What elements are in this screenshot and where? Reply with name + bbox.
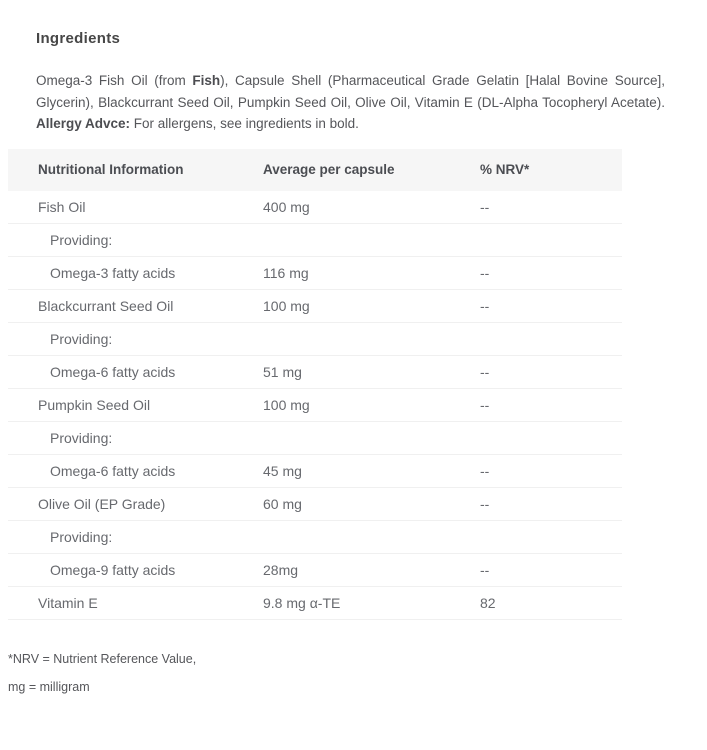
nutrient-name-cell: Pumpkin Seed Oil <box>38 396 151 413</box>
nrv-cell: -- <box>480 462 490 479</box>
ingredients-text-part3: For allergens, see ingredients in bold. <box>130 116 359 131</box>
column-header-nutritional-information: Nutritional Information <box>38 162 184 177</box>
table-row <box>8 554 622 587</box>
table-row <box>8 356 622 389</box>
nrv-cell: -- <box>480 363 490 380</box>
nutrition-table <box>8 149 622 620</box>
nutrient-name-cell: Omega-9 fatty acids <box>50 561 176 578</box>
table-row <box>8 488 622 521</box>
amount-cell: 45 mg <box>263 462 302 479</box>
table-row <box>8 455 622 488</box>
ingredients-description <box>36 70 665 135</box>
ingredients-text-part1: Omega-3 Fish Oil (from <box>36 73 193 88</box>
footnotes <box>8 652 707 694</box>
nutrient-name-cell: Omega-6 fatty acids <box>50 363 176 380</box>
footnote-nrv: *NRV = Nutrient Reference Value, <box>8 651 197 666</box>
nutrient-name-cell: Omega-3 fatty acids <box>50 264 176 281</box>
table-row <box>8 389 622 422</box>
nutrient-name-cell: Vitamin E <box>38 594 98 611</box>
table-row <box>8 224 622 257</box>
nutrient-name-cell: Providing: <box>50 429 113 446</box>
amount-cell: 116 mg <box>263 264 309 281</box>
amount-cell: 100 mg <box>263 297 310 314</box>
amount-cell: 400 mg <box>263 198 310 215</box>
nutrient-name-cell: Providing: <box>50 528 113 545</box>
table-row <box>8 323 622 356</box>
nutrient-name-cell: Providing: <box>50 330 113 347</box>
nutrient-name-cell: Blackcurrant Seed Oil <box>38 297 174 314</box>
footnote-mg: mg = milligram <box>8 679 90 694</box>
column-header-nrv: % NRV* <box>480 162 530 177</box>
nutrition-table-body <box>8 191 622 620</box>
allergy-advice-label: Allergy Advce: <box>36 116 131 131</box>
ingredients-section <box>0 31 707 135</box>
amount-cell: 28mg <box>263 561 299 578</box>
table-row <box>8 521 622 554</box>
nutrient-name-cell: Fish Oil <box>38 198 86 215</box>
nutrient-name-cell: Providing: <box>50 231 113 248</box>
nrv-cell: -- <box>480 198 490 215</box>
amount-cell: 9.8 mg α-TE <box>263 594 341 611</box>
nrv-cell: -- <box>480 561 490 578</box>
ingredients-text-part2: ), Capsule Shell (Pharmaceutical Grade Gelatin [Halal Bovine Source], Glycerin), Blackcurrant Seed Oil, Pumpkin Seed Oil, Olive Oil, Vitamin E (DL-Alpha Tocopheryl Acetate). <box>36 73 665 110</box>
nrv-cell: -- <box>480 396 490 413</box>
column-header-average-per-capsule: Average per capsule <box>263 162 395 177</box>
table-row <box>8 290 622 323</box>
nutrient-name-cell: Olive Oil (EP Grade) <box>38 495 166 512</box>
nrv-cell: -- <box>480 264 490 281</box>
table-row <box>8 587 622 620</box>
nutrition-table-header-row <box>8 149 622 191</box>
nrv-cell: -- <box>480 495 490 512</box>
table-row <box>8 191 622 224</box>
amount-cell: 100 mg <box>263 396 310 413</box>
amount-cell: 60 mg <box>263 495 302 512</box>
amount-cell: 51 mg <box>263 363 302 380</box>
table-row <box>8 422 622 455</box>
table-row <box>8 257 622 290</box>
nrv-cell: -- <box>480 297 490 314</box>
ingredients-heading: Ingredients <box>36 30 121 47</box>
nutrient-name-cell: Omega-6 fatty acids <box>50 462 176 479</box>
nrv-cell: 82 <box>480 594 496 611</box>
allergen-bold-fish: Fish <box>192 73 221 88</box>
